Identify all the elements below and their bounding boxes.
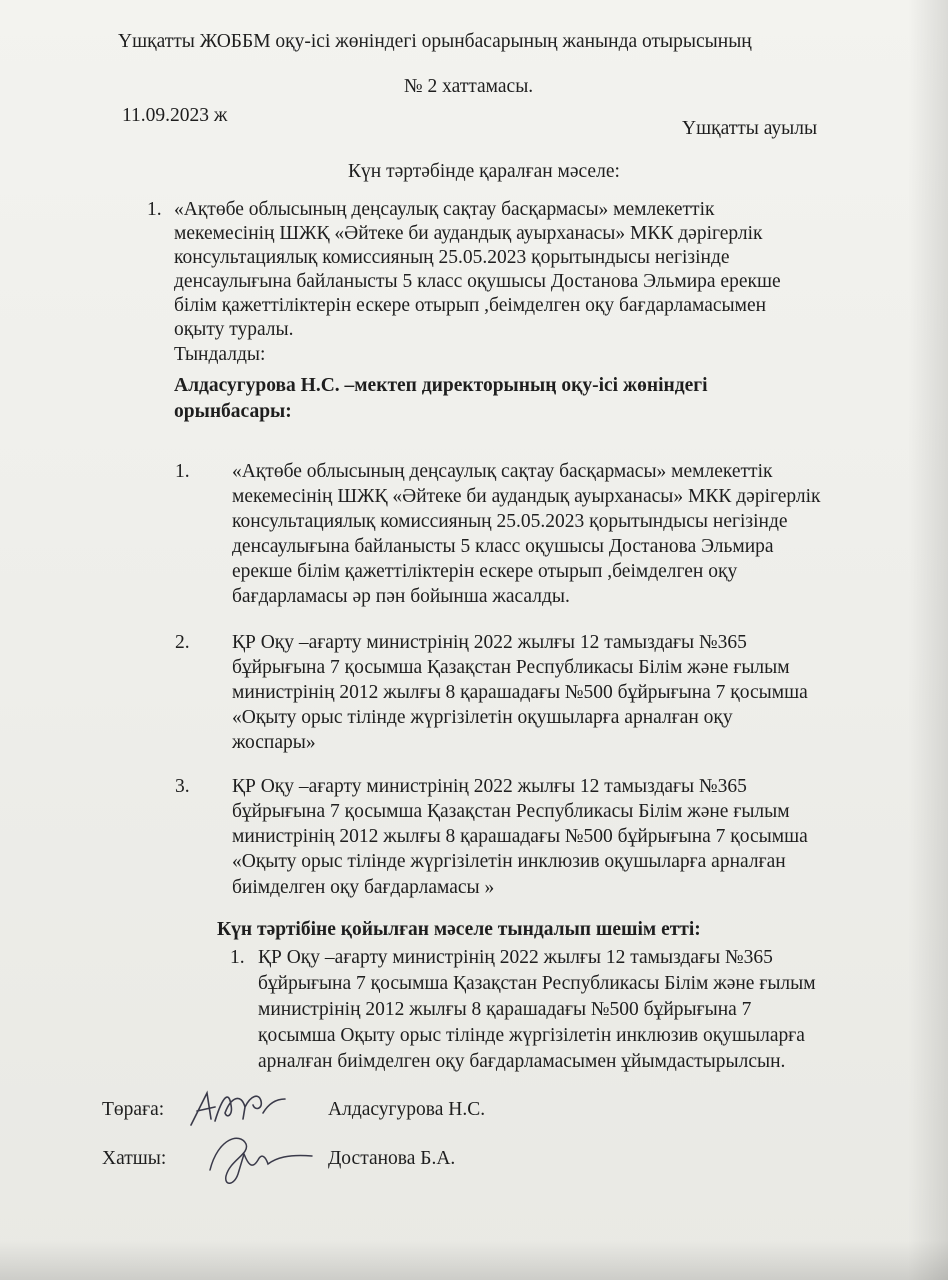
page-bottom-shadow <box>0 1240 948 1280</box>
report-item-number: 1. <box>175 461 190 482</box>
secretary-signature <box>200 1130 330 1190</box>
chair-label: Төраға: <box>102 1099 165 1120</box>
report-item-line: ерекше білім қажеттіліктерін ескере отырып ,беімделген оқу <box>232 561 738 582</box>
page-edge-shadow <box>908 0 948 1280</box>
report-item-line: бұйрығына 7 қосымша Қазақстан Республикасы Білім және ғылым <box>232 657 790 678</box>
document-title-line-2: № 2 хаттамасы. <box>404 76 534 97</box>
decision-heading: Күн тәртібіне қойылған мәселе тындалып шешім етті: <box>217 919 701 940</box>
report-item-line: ҚР Оқу –ағарту министрінің 2022 жылғы 12 тамыздағы №365 <box>232 632 747 653</box>
decision-item-number: 1. <box>230 947 245 968</box>
speaker-line-1: Алдасугурова Н.С. –мектеп директорының оқу-ісі жөніндегі <box>174 375 708 396</box>
decision-item-line: бұйрығына 7 қосымша Қазақстан Республикасы Білім және ғылым <box>258 973 816 994</box>
chair-signature <box>185 1085 295 1131</box>
report-item-number: 3. <box>175 776 190 797</box>
agenda-item-line: денсаулығына байланысты 5 класс оқушысы Достанова Эльмира ерекше <box>174 271 781 292</box>
report-item-number: 2. <box>175 632 190 653</box>
report-item-line: денсаулығына байланысты 5 класс оқушысы Достанова Эльмира <box>232 536 774 557</box>
decision-item-line: министрінің 2012 жылғы 8 қарашадағы №500 бұйрығына 7 <box>258 999 752 1020</box>
report-item-line: «Оқыту орыс тілінде жүргізілетін инклюзив оқушыларға арналған <box>232 851 786 872</box>
report-item-line: жоспары» <box>232 732 316 753</box>
report-item-line: ҚР Оқу –ағарту министрінің 2022 жылғы 12 тамыздағы №365 <box>232 776 747 797</box>
document-date: 11.09.2023 ж <box>122 105 228 126</box>
report-item-line: министрінің 2012 жылғы 8 қарашадағы №500 бұйрығына 7 қосымша <box>232 826 808 847</box>
report-item-line: «Ақтөбе облысының деңсаулық сақтау басқармасы» мемлекеттік <box>232 461 773 482</box>
report-item-line: биімделген оқу бағдарламасы » <box>232 877 495 898</box>
agenda-item-line: мекемесінің ШЖҚ «Әйтеке би аудандық ауырханасы» МКК дәрігерлік <box>174 223 763 244</box>
decision-item-line: арналған биімделген оқу бағдарламасымен ұйымдастырылсын. <box>258 1051 786 1072</box>
report-item-line: «Оқыту орыс тілінде жүргізілетін оқушыларға арналған оқу <box>232 707 733 728</box>
agenda-item-line: білім қажеттіліктерін ескере отырып ,беімделген оқу бағдарламасымен <box>174 295 767 316</box>
agenda-item-line: консультациялық комиссияның 25.05.2023 қорытындысы негізінде <box>174 247 730 268</box>
speaker-line-2: орынбасары: <box>174 401 292 422</box>
agenda-item-line: «Ақтөбе облысының деңсаулық сақтау басқармасы» мемлекеттік <box>174 199 715 220</box>
report-item-line: министрінің 2012 жылғы 8 қарашадағы №500 бұйрығына 7 қосымша <box>232 682 808 703</box>
report-item-line: консультациялық комиссияның 25.05.2023 қорытындысы негізінде <box>232 511 788 532</box>
chair-name: Алдасугурова Н.С. <box>328 1099 486 1120</box>
heard-label: Тындалды: <box>174 344 266 365</box>
secretary-label: Хатшы: <box>102 1148 167 1169</box>
report-item-line: бұйрығына 7 қосымша Қазақстан Республикасы Білім және ғылым <box>232 801 790 822</box>
document-place: Үшқатты ауылы <box>682 118 818 139</box>
agenda-item-number: 1. <box>147 199 162 220</box>
document-title-line-1: Үшқатты ЖОББМ оқу-ісі жөніндегі орынбасарының жанында отырысының <box>118 31 752 52</box>
decision-item-line: қосымша Оқыту орыс тілінде жүргізілетін инклюзив оқушыларға <box>258 1025 805 1046</box>
agenda-heading: Күн тәртәбінде қаралған мәселе: <box>348 161 620 182</box>
report-item-line: мекемесінің ШЖҚ «Әйтеке би аудандық ауырханасы» МКК дәрігерлік <box>232 486 821 507</box>
decision-item-line: ҚР Оқу –ағарту министрінің 2022 жылғы 12 тамыздағы №365 <box>258 947 773 968</box>
report-item-line: бағдарламасы әр пән бойынша жасалды. <box>232 586 570 607</box>
secretary-name: Достанова Б.А. <box>328 1148 456 1169</box>
agenda-item-line: оқыту туралы. <box>174 319 294 340</box>
